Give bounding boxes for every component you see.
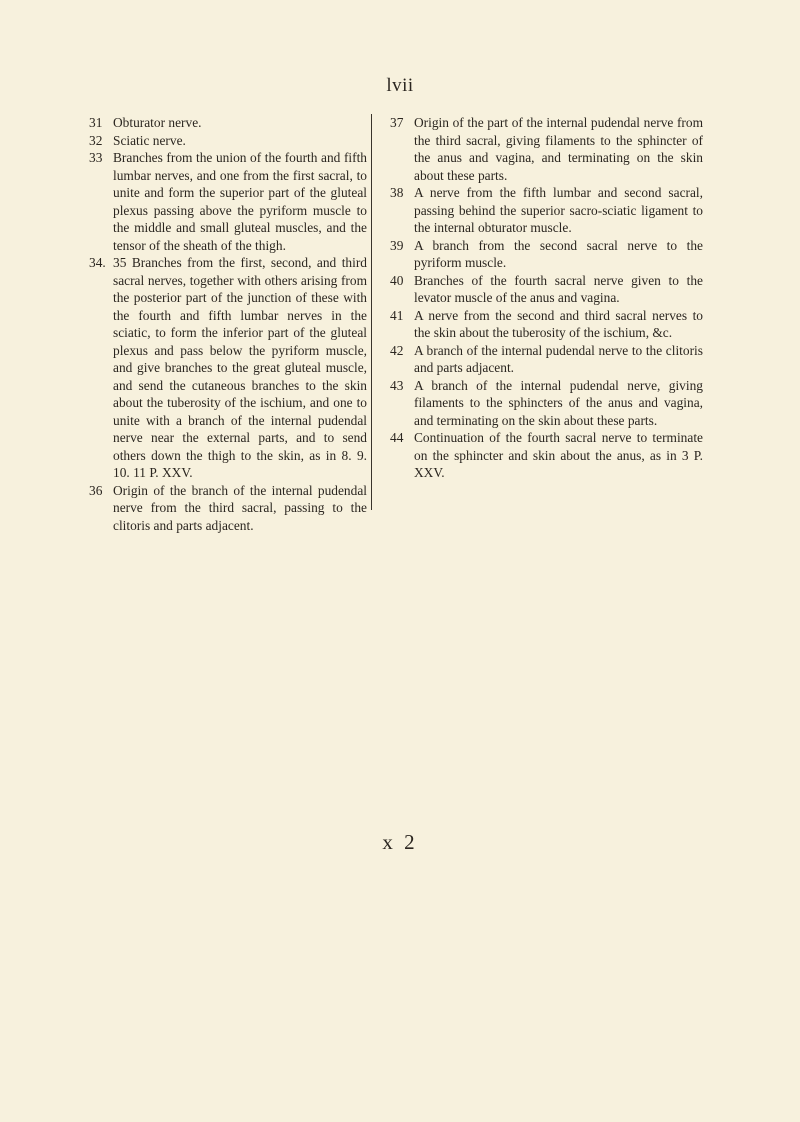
item-text: Sciatic nerve. bbox=[113, 132, 186, 148]
item-text: Obturator nerve. bbox=[113, 115, 202, 130]
item-number: 33 bbox=[89, 150, 103, 165]
item-text: A nerve from the second and third sacral nerves to the skin about the tuberosity of the ischium, &c. bbox=[414, 307, 703, 340]
list-item bbox=[89, 149, 367, 254]
right-column bbox=[390, 114, 703, 482]
item-text: A nerve from the fifth lumbar and second sacral, passing behind the superior sacro-sciatic ligament to the internal obturator muscle. bbox=[414, 185, 703, 235]
item-number: 32 bbox=[89, 132, 103, 148]
item-text: A branch of the internal pudendal nerve to the clitoris and parts adjacent. bbox=[414, 342, 703, 375]
signature-mark: x 2 bbox=[382, 830, 418, 854]
item-number: 37 bbox=[390, 115, 404, 130]
item-text: A branch of the internal pudendal nerve, giving filaments to the sphincters of the anus and vagina, and terminating on the skin about these parts. bbox=[414, 377, 703, 428]
item-text: Branches from the union of the fourth and fifth lumbar nerves, and one from the first sacral, to unite and form the superior part of the gluteal plexus passing above the pyriform muscle to the middle and small gluteal muscles, and the tensor of the sheath of the thigh. bbox=[113, 150, 367, 253]
list-item bbox=[89, 254, 367, 482]
list-item bbox=[390, 237, 703, 272]
item-text: Continuation of the fourth sacral nerve to terminate on the sphincter and skin about the anus, as in 3 P. XXV. bbox=[414, 430, 703, 480]
item-text: 35 Branches from the first, second, and third sacral nerves, together with others arising from the posterior part of the junction of these with the fourth and fifth lumbar nerves in the sciatic, to form the inferior part of the gluteal plexus and pass below the pyriform muscle, and give branches to the great gluteal muscle, and send the cutaneous branches to the skin about the tuberosity of the ischium, and one to unite with a branch of the internal pudendal nerve near the external parts, and to send others down the thigh to the skin, as in 8. 9. 10. 11 P. XXV. bbox=[113, 255, 367, 480]
item-text: Origin of the part of the internal pudendal nerve from the third sacral, giving filaments to the sphincter of the anus and vagina, and terminating on the skin about these parts. bbox=[414, 115, 703, 183]
list-item bbox=[390, 114, 703, 184]
item-number: 43 bbox=[390, 377, 404, 393]
list-item bbox=[390, 342, 703, 377]
column-divider bbox=[371, 114, 372, 510]
left-column bbox=[89, 114, 367, 534]
item-text: Branches of the fourth sacral nerve given to the levator muscle of the anus and vagina. bbox=[414, 272, 703, 305]
list-item bbox=[390, 377, 703, 430]
item-number: 38 bbox=[390, 185, 404, 200]
item-number: 41 bbox=[390, 307, 404, 323]
item-number: 44 bbox=[390, 430, 404, 445]
item-number: 42 bbox=[390, 342, 404, 358]
list-item bbox=[89, 132, 367, 150]
list-item bbox=[390, 429, 703, 482]
item-number: 31 bbox=[89, 115, 103, 130]
item-number: 34. bbox=[89, 255, 106, 270]
item-number: 36 bbox=[89, 482, 103, 498]
list-item bbox=[89, 482, 367, 535]
item-number: 39 bbox=[390, 237, 404, 253]
list-item bbox=[390, 184, 703, 237]
list-item bbox=[390, 307, 703, 342]
list-item bbox=[89, 114, 367, 132]
item-number: 40 bbox=[390, 272, 404, 288]
page-number: lvii bbox=[386, 75, 414, 96]
item-text: A branch from the second sacral nerve to the pyriform muscle. bbox=[414, 237, 703, 270]
item-text: Origin of the branch of the internal pudendal nerve from the third sacral, passing to the clitoris and parts adjacent. bbox=[113, 482, 367, 533]
list-item bbox=[390, 272, 703, 307]
